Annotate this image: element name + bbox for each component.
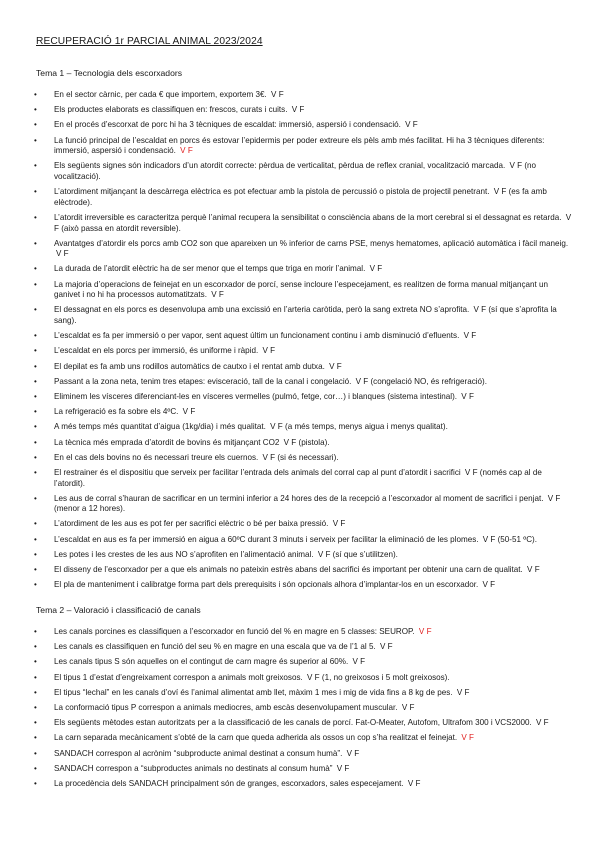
item-text: La durada de l’atordit elèctric ha de ser menor que el temps que triga en morir l’animal. <box>54 264 366 274</box>
list-item <box>0 519 600 530</box>
item-text: Els següents mètodes estan autoritzats per a la classificació de les canals de porcí. Fat-O-Meater, Autofom, Ultrafom 300 i VCS2000. <box>54 718 532 728</box>
bullet-icon: • <box>34 493 37 503</box>
list-item <box>0 764 600 775</box>
section-heading-tema-1: Tema 1 – Tecnologia dels escorxadors <box>36 68 183 78</box>
bullet-icon: • <box>34 331 37 341</box>
list-item <box>0 187 600 208</box>
answer-mark: V F <box>329 361 342 371</box>
item-text: La tècnica més emprada d’atordit de bovins és mitjançant CO2 <box>54 437 280 447</box>
item-text: Avantatges d’atordir els porcs amb CO2 son que apareixen un % inferior de carns PSE, menys hematomes, aplicació automàtica i fàcil maneig. <box>54 238 569 248</box>
list-item <box>0 453 600 464</box>
answer-mark: V F (a més temps, menys aigua i menys qualitat). <box>270 422 448 432</box>
answer-mark: V F <box>461 391 474 401</box>
bullet-icon: • <box>34 105 37 115</box>
answer-mark: V F <box>332 519 346 529</box>
answer-mark: V F (si és necessari). <box>262 452 339 462</box>
bullet-icon: • <box>34 733 37 743</box>
item-text: Les canals porcines es classifiquen a l’escorxador en funció del % en magre en 5 classes: SEUROP. <box>54 627 415 636</box>
list-item <box>0 362 600 373</box>
bullet-icon: • <box>34 687 37 697</box>
answer-mark: V F <box>56 249 69 259</box>
answer-mark: V F (menor a 12 hores). <box>54 493 561 514</box>
item-text: Les aus de corral s’hauran de sacrificar en un termini inferior a 24 hores des de la recepció a l’escorxador al moment de sacrifici i penjat. <box>54 493 544 503</box>
answer-mark: V F <box>401 702 415 712</box>
answer-mark: V F <box>536 718 549 728</box>
item-text: La conformació tipus P correspon a animals mediocres, amb escàs desenvolupament muscular. <box>54 702 398 712</box>
bullet-icon: • <box>34 763 37 773</box>
bullet-icon: • <box>34 718 37 728</box>
list-item <box>0 90 600 101</box>
list-item <box>0 136 600 157</box>
item-text: L’atordit irreversible es caracteritza perquè l’animal recupera la sensibilitat o consciència abans de la mort cerebral si el dessagnat es retarda. <box>54 212 562 222</box>
bullet-icon: • <box>34 534 37 544</box>
list-item <box>0 213 600 234</box>
list-item <box>0 105 600 116</box>
answer-mark: V F (1, no greixosos i 5 molt greixosos). <box>307 672 450 682</box>
document-title: RECUPERACIÓ 1r PARCIAL ANIMAL 2023/2024 <box>36 36 263 47</box>
item-text: El disseny de l’escorxador per a que els animals no pateixin estrès abans del sacrifici és important per obtenir una carn de qualitat. <box>54 565 523 575</box>
bullet-icon: • <box>34 90 37 99</box>
item-text: El restrainer és el dispositiu que serveix per facilitar l’entrada dels animals del corral cap al punt d’atordit i sacrifici <box>54 467 461 477</box>
bullet-icon: • <box>34 279 37 289</box>
answer-mark: V F (només cap al de l’atordit). <box>54 467 542 488</box>
bullet-icon: • <box>34 778 37 788</box>
bullet-icon: • <box>34 238 37 248</box>
item-text: Eliminem les vísceres diferenciant-les en vísceres vermelles (pulmó, fetge, cor…) i blanques (sistema intestinal). <box>54 391 458 401</box>
bullet-icon: • <box>34 702 37 712</box>
bullet-icon: • <box>34 135 37 145</box>
list-item <box>0 565 600 576</box>
list-item <box>0 305 600 326</box>
bullet-icon: • <box>34 642 37 652</box>
item-text: A més temps més quantitat d’aigua (1kg/dia) i més qualitat. <box>54 422 266 432</box>
list-item <box>0 239 600 260</box>
section-list-tema-2 <box>0 627 600 794</box>
item-text: Els següents signes són indicadors d’un atordit correcte: pèrdua de verticalitat, pèrdua de reflex cranial, vocalització marcada. <box>54 161 506 171</box>
list-item <box>0 550 600 561</box>
item-text: La carn separada mecànicament s’obté de la carn que queda adherida als ossos un cop s’ha realitzat el feinejat. <box>54 733 458 743</box>
list-item <box>0 407 600 418</box>
answer-mark: V F (sí que s’utilitzen). <box>317 549 398 559</box>
item-text: En el procés d’escorxat de porc hi ha 3 tècniques de escaldat: immersió, aspersió i condensació. <box>54 120 401 130</box>
item-text: Passant a la zona neta, tenim tres etapes: evisceració, tall de la canal i congelació. <box>54 376 352 386</box>
item-text: SANDACH correspon al acrònim “subproducte animal destinat a consum humà”. <box>54 748 343 758</box>
bullet-icon: • <box>34 361 37 371</box>
bullet-icon: • <box>34 748 37 758</box>
list-item <box>0 733 600 744</box>
bullet-icon: • <box>34 422 37 432</box>
bullet-icon: • <box>34 407 37 417</box>
answer-mark: V F <box>407 778 421 788</box>
item-text: L’escaldat en els porcs per immersió, és uniforme i ràpid. <box>54 346 259 356</box>
item-text: L’escaldat en aus es fa per immersió en aigua a 60ºC durant 3 minuts i serveix per facilitar la eliminació de les plomes. <box>54 534 479 544</box>
bullet-icon: • <box>34 580 37 590</box>
bullet-icon: • <box>34 627 37 636</box>
item-text: Les canals es classifiquen en funció del seu % en magre en una escala que va de l’1 al 5. <box>54 642 376 652</box>
item-text: El pla de manteniment i calibratge forma part dels prerequisits i són opcionals alhora d’implantar-los en un escorxador. <box>54 580 479 590</box>
item-text: Les canals tipus S són aquelles on el contingut de carn magre és superior al 60%. <box>54 657 349 667</box>
list-item <box>0 392 600 403</box>
list-item <box>0 657 600 668</box>
answer-mark: V F (això passa en atordit reversible). <box>54 212 572 233</box>
list-item <box>0 346 600 357</box>
answer-mark: V F <box>461 733 474 743</box>
bullet-icon: • <box>34 120 37 130</box>
item-text: La procedència dels SANDACH principalment són de granges, escorxadors, sales especejament. <box>54 778 404 788</box>
answer-mark: V F <box>180 146 193 156</box>
list-item <box>0 535 600 546</box>
answer-mark: V F <box>463 331 477 341</box>
section-heading-tema-2: Tema 2 – Valoració i classificació de canals <box>36 605 201 615</box>
list-item <box>0 779 600 790</box>
bullet-icon: • <box>34 212 37 222</box>
bullet-icon: • <box>34 187 37 197</box>
list-item <box>0 494 600 515</box>
bullet-icon: • <box>34 565 37 575</box>
bullet-icon: • <box>34 452 37 462</box>
answer-mark: V F <box>336 763 350 773</box>
bullet-icon: • <box>34 467 37 477</box>
answer-mark: V F <box>482 580 496 590</box>
bullet-icon: • <box>34 264 37 274</box>
list-item <box>0 468 600 489</box>
item-text: Les potes i les crestes de les aus NO s’aprofiten en l’alimentació animal. <box>54 549 314 559</box>
list-item <box>0 580 600 591</box>
answer-mark: V F <box>527 565 540 575</box>
item-text: La majoria d’operacions de feinejat en un escorxador de porcí, sense incloure l’especejament, es realitzen de forma manual mitjançant un ganivet i no hi ha processos automatitzats. <box>54 279 548 300</box>
item-text: La refrigeració es fa sobre els 4ºC. <box>54 407 179 417</box>
list-item <box>0 377 600 388</box>
list-item <box>0 161 600 182</box>
list-item <box>0 688 600 699</box>
bullet-icon: • <box>34 376 37 386</box>
list-item <box>0 627 600 638</box>
list-item <box>0 718 600 729</box>
answer-mark: V F (no vocalització). <box>54 161 537 181</box>
list-item <box>0 749 600 760</box>
answer-mark: V F (pistola). <box>283 437 330 447</box>
answer-mark: V F (50-51 ºC). <box>482 534 537 544</box>
item-text: L’atordiment mitjançant la descàrrega elèctrica es pot efectuar amb la pistola de percussió o pistola de projectil penetrant. <box>54 187 490 197</box>
answer-mark: V F <box>346 748 360 758</box>
bullet-icon: • <box>34 391 37 401</box>
list-item <box>0 331 600 342</box>
list-item <box>0 673 600 684</box>
section-list-tema-1 <box>0 90 600 595</box>
bullet-icon: • <box>34 519 37 529</box>
answer-mark: V F <box>262 346 276 356</box>
answer-mark: V F <box>291 105 305 115</box>
bullet-icon: • <box>34 346 37 356</box>
item-text: L’escaldat es fa per immersió o per vapor, sent aquest últim un funcionament continu i amb disminució d’efluents. <box>54 331 460 341</box>
list-item <box>0 703 600 714</box>
item-text: La funció principal de l’escaldat en porcs és estovar l’epidermis per poder extreure els pèls amb més facilitat. Hi ha 3 tècniques diferents: immersió, aspersió i condensació. <box>54 135 545 156</box>
answer-mark: V F <box>379 642 393 652</box>
item-text: El dessagnat en els porcs es desenvolupa amb una excissió en l’arteria caròtida, però la sang extreta NO s’aprofita. <box>54 305 470 315</box>
answer-mark: V F <box>405 120 418 130</box>
list-item <box>0 642 600 653</box>
list-item <box>0 120 600 131</box>
bullet-icon: • <box>34 672 37 682</box>
answer-mark: V F (sí que s’aprofita la sang). <box>54 305 557 326</box>
bullet-icon: • <box>34 437 37 447</box>
list-item <box>0 280 600 301</box>
list-item <box>0 264 600 275</box>
answer-mark: V F <box>352 657 366 667</box>
answer-mark: V F (congelació NO, és refrigeració). <box>355 376 487 386</box>
list-item <box>0 422 600 433</box>
list-item <box>0 438 600 449</box>
bullet-icon: • <box>34 305 37 315</box>
answer-mark: V F <box>369 264 383 274</box>
item-text: El tipus 1 d’estat d’engreixament correspon a animals molt greixosos. <box>54 672 303 682</box>
item-text: El depilat es fa amb uns rodillos automàtics de cautxo i el rentat amb dutxa. <box>54 361 325 371</box>
item-text: El tipus “lechal” en les canals d’oví és l’animal alimentat amb llet, màxim 1 mes i mig de vida fins a 8 kg de pes. <box>54 687 453 697</box>
answer-mark: V F (es fa amb elèctrode). <box>54 187 547 207</box>
bullet-icon: • <box>34 549 37 559</box>
answer-mark: V F <box>418 627 432 636</box>
item-text: Els productes elaborats es classifiquen en: frescos, curats i cuits. <box>54 105 288 115</box>
item-text: L’atordiment de les aus es pot fer per sacrifici elèctric o bé per baixa pressió. <box>54 519 329 529</box>
item-text: En el sector càrnic, per cada € que importem, exportem 3€. <box>54 90 267 99</box>
answer-mark: V F <box>211 290 224 300</box>
item-text: En el cas dels bovins no és necessari treure els cuernos. <box>54 452 259 462</box>
item-text: SANDACH correspon a “subproductes animals no destinats al consum humà” <box>54 763 333 773</box>
answer-mark: V F <box>182 407 196 417</box>
answer-mark: V F <box>456 687 470 697</box>
answer-mark: V F <box>271 90 284 99</box>
bullet-icon: • <box>34 161 37 171</box>
bullet-icon: • <box>34 657 37 667</box>
